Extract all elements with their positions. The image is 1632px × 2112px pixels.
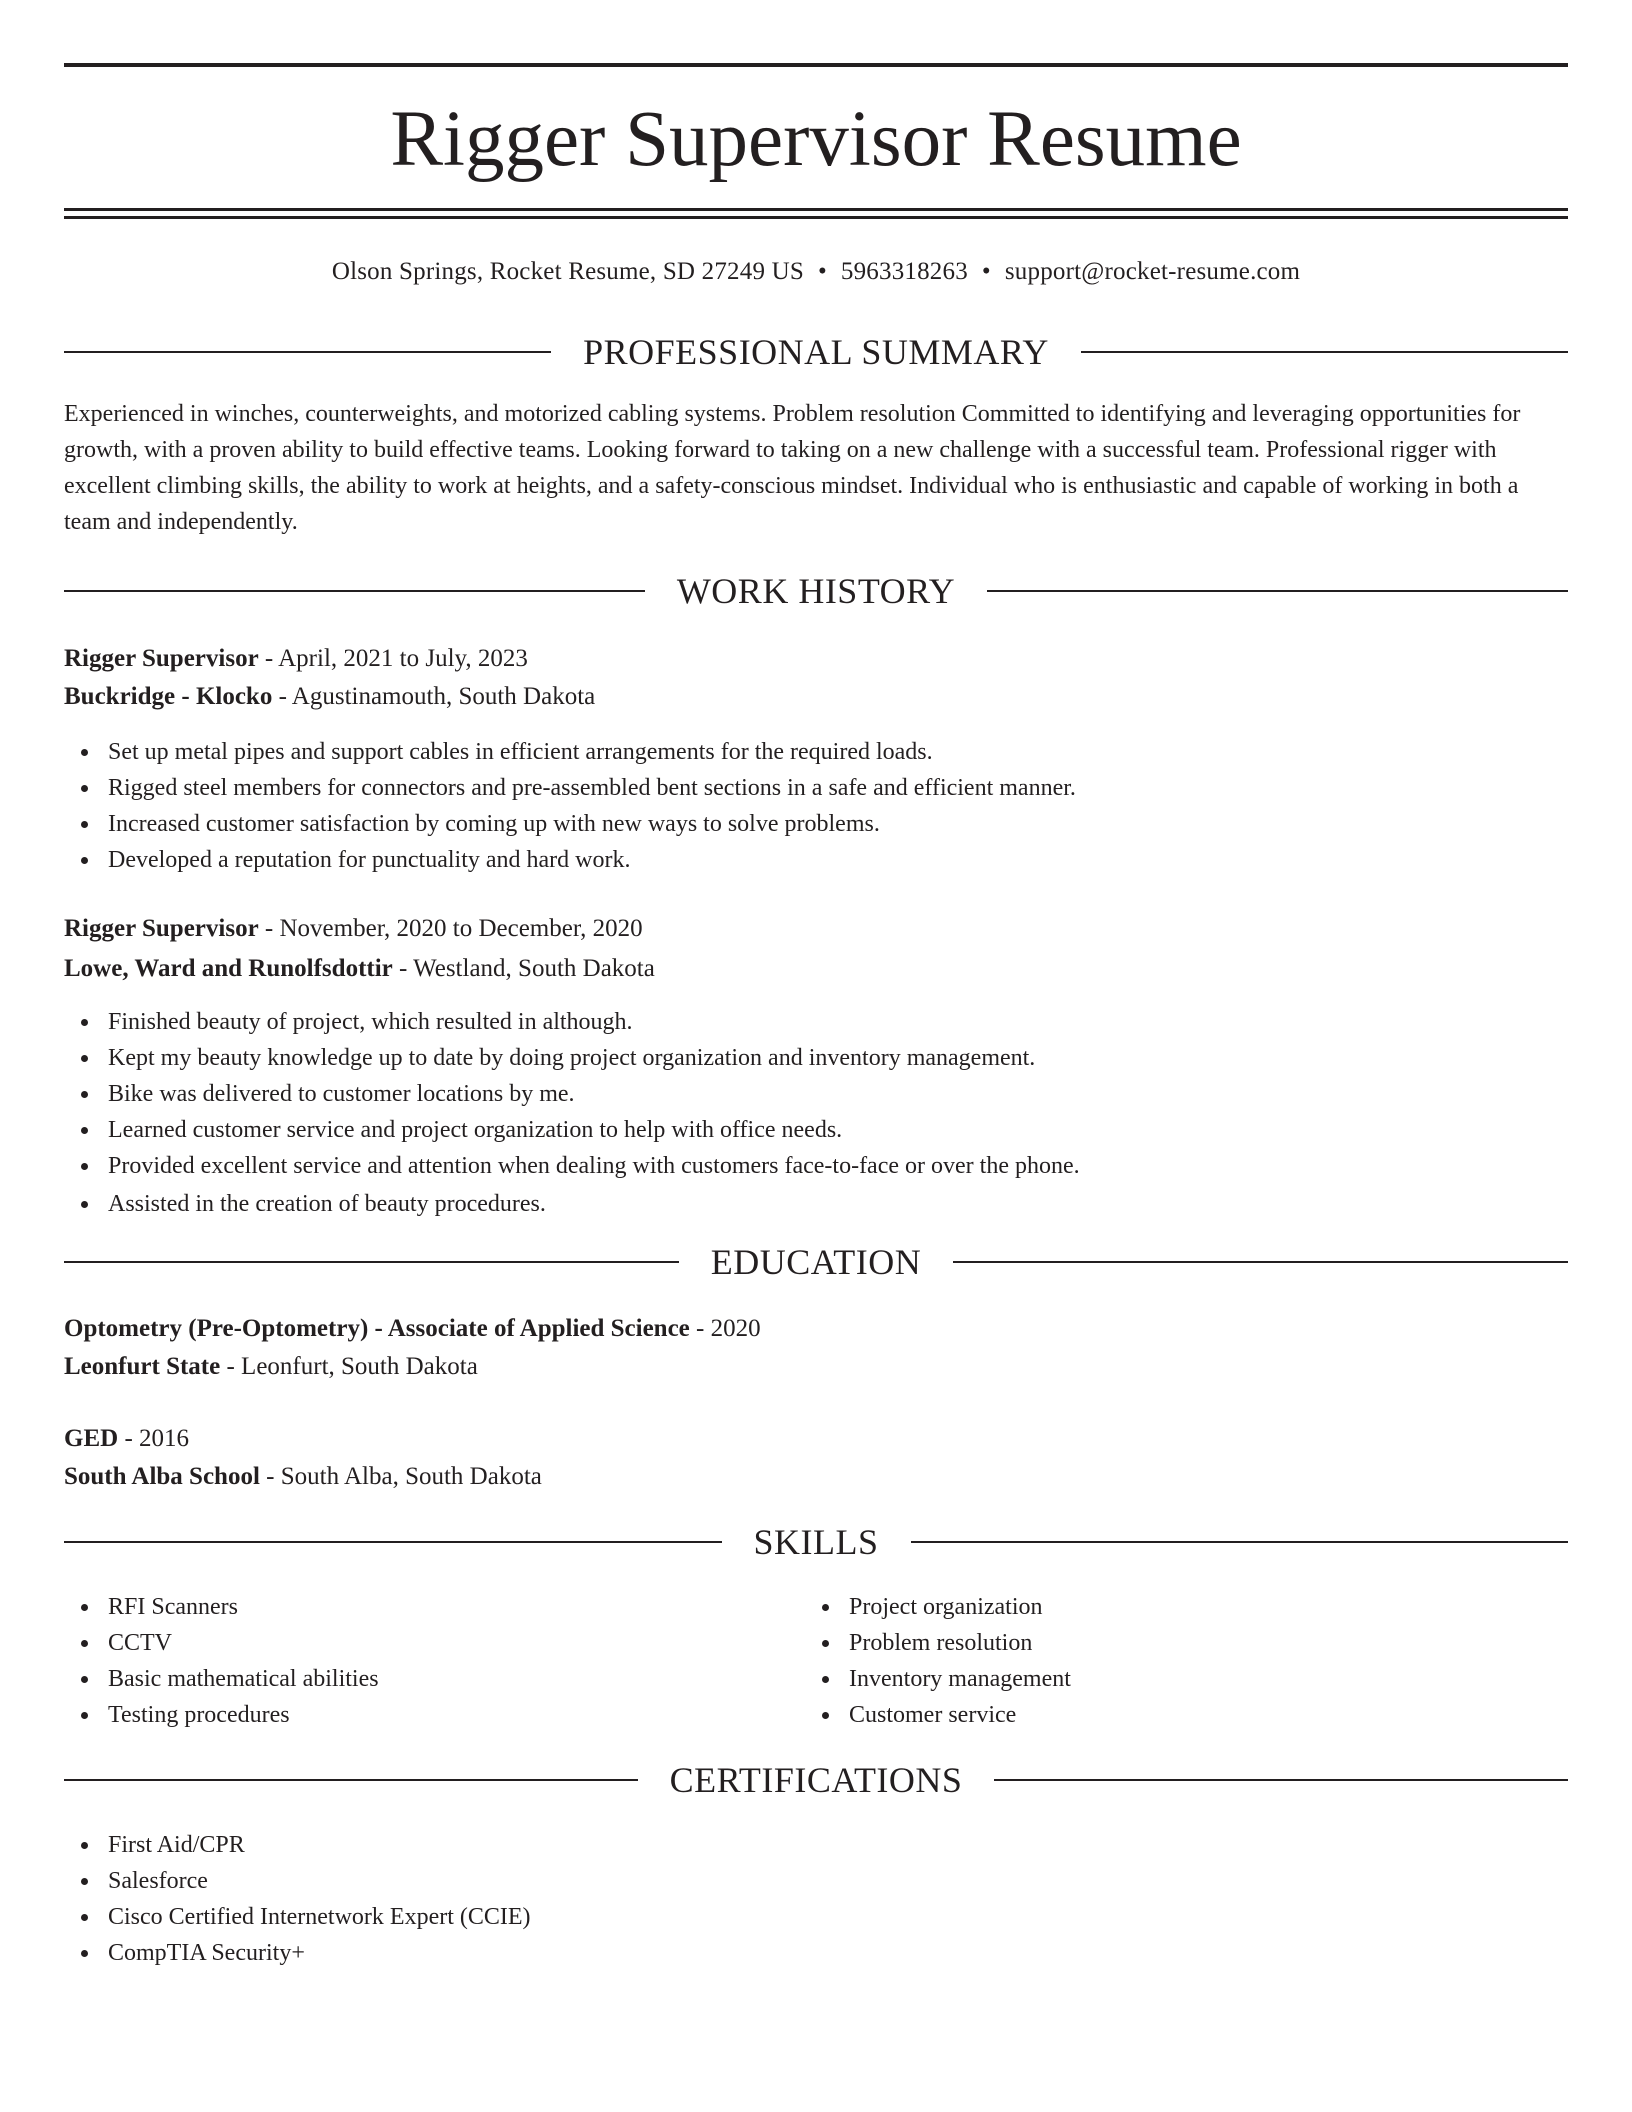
list-item: Assisted in the creation of beauty procedures.: [64, 1186, 1568, 1222]
job-title-line: [64, 910, 1568, 948]
certifications-list: [64, 1827, 1568, 1971]
section-title: PROFESSIONAL SUMMARY: [583, 332, 1049, 372]
list-item: Developed a reputation for punctuality and hard work.: [64, 842, 1568, 878]
section-heading-skills: [64, 1520, 1568, 1564]
heading-rule-right: [953, 1261, 1568, 1263]
skills-column-right: [805, 1589, 1546, 1733]
list-item: Set up metal pipes and support cables in efficient arrangements for the required loads.: [64, 734, 1568, 770]
list-item: Project organization: [805, 1589, 1546, 1625]
job-company: Buckridge - Klocko: [64, 683, 273, 710]
education-degree-line: [64, 1310, 1568, 1348]
list-item: Bike was delivered to customer locations by me.: [64, 1076, 1568, 1112]
education-degree: Optometry (Pre-Optometry) - Associate of Applied Science: [64, 1315, 690, 1342]
education-year: - 2016: [118, 1425, 190, 1452]
job-company: Lowe, Ward and Runolfsdottir: [64, 955, 393, 982]
list-item: CCTV: [64, 1625, 805, 1661]
contact-address: Olson Springs, Rocket Resume, SD 27249 US: [331, 258, 804, 285]
education-year: - 2020: [689, 1315, 761, 1342]
job-bullets: [64, 734, 1568, 878]
education-location: - South Alba, South Dakota: [259, 1463, 542, 1490]
list-item: Basic mathematical abilities: [64, 1661, 805, 1697]
education-entry: [64, 1310, 1568, 1386]
skills-list: [64, 1589, 1568, 1733]
heading-rule-left: [64, 590, 645, 592]
heading-rule-left: [64, 1779, 638, 1781]
education-degree: GED: [64, 1425, 119, 1452]
education-school: South Alba School: [64, 1463, 260, 1490]
contact-email: support@rocket-resume.com: [1004, 258, 1301, 285]
job-company-line: [64, 950, 1568, 988]
section-heading-education: [64, 1240, 1568, 1284]
contact-line: [64, 254, 1568, 290]
heading-rule-left: [64, 1541, 722, 1543]
education-school: Leonfurt State: [64, 1353, 221, 1380]
list-item: Kept my beauty knowledge up to date by doing project organization and inventory management.: [64, 1040, 1568, 1076]
list-item: Cisco Certified Internetwork Expert (CCIE): [64, 1899, 1568, 1935]
heading-rule-left: [64, 351, 551, 353]
title-double-rule-lower: [64, 216, 1568, 219]
section-heading-summary: [64, 330, 1568, 374]
summary-block: [64, 396, 1568, 540]
job-company-line: [64, 678, 1568, 716]
education-degree-line: [64, 1420, 1568, 1458]
contact-phone: 5963318263: [840, 258, 968, 285]
job-dates: - November, 2020 to December, 2020: [258, 915, 643, 942]
section-heading-certifications: [64, 1758, 1568, 1802]
job-location: - Westland, South Dakota: [392, 955, 655, 982]
heading-rule-right: [1081, 351, 1568, 353]
list-item: Learned customer service and project organization to help with office needs.: [64, 1112, 1568, 1148]
list-item: Inventory management: [805, 1661, 1546, 1697]
job-entry: [64, 910, 1568, 988]
list-item: Problem resolution: [805, 1625, 1546, 1661]
list-item: RFI Scanners: [64, 1589, 805, 1625]
top-rule: [64, 63, 1568, 67]
list-item: Customer service: [805, 1697, 1546, 1733]
list-item: Testing procedures: [64, 1697, 805, 1733]
education-entry: [64, 1420, 1568, 1496]
education-location: - Leonfurt, South Dakota: [220, 1353, 478, 1380]
heading-rule-right: [987, 590, 1568, 592]
list-item: Rigged steel members for connectors and pre-assembled bent sections in a safe and efficient manner.: [64, 770, 1568, 806]
section-title: SKILLS: [753, 1522, 879, 1562]
list-item: Provided excellent service and attention when dealing with customers face-to-face or over the phone.: [64, 1148, 1568, 1184]
heading-rule-right: [994, 1779, 1568, 1781]
heading-rule-right: [911, 1541, 1569, 1543]
section-title: CERTIFICATIONS: [669, 1760, 963, 1800]
section-title: WORK HISTORY: [676, 571, 956, 611]
section-title: EDUCATION: [710, 1242, 922, 1282]
list-item: First Aid/CPR: [64, 1827, 1568, 1863]
section-heading-work-history: [64, 569, 1568, 613]
job-entry: [64, 640, 1568, 716]
list-item: Increased customer satisfaction by coming up with new ways to solve problems.: [64, 806, 1568, 842]
job-dates: - April, 2021 to July, 2023: [258, 645, 528, 672]
job-title: Rigger Supervisor: [64, 915, 259, 942]
list-item: CompTIA Security+: [64, 1935, 1568, 1971]
job-title-line: [64, 640, 1568, 678]
education-school-line: [64, 1458, 1568, 1496]
page-title: Rigger Supervisor Resume: [390, 96, 1242, 183]
list-item: Salesforce: [64, 1863, 1568, 1899]
job-location: - Agustinamouth, South Dakota: [272, 683, 596, 710]
title-double-rule-upper: [64, 208, 1568, 211]
education-school-line: [64, 1348, 1568, 1386]
job-title: Rigger Supervisor: [64, 645, 259, 672]
contact-separator: •: [817, 258, 827, 285]
heading-rule-left: [64, 1261, 679, 1263]
summary-text: Experienced in winches, counterweights, and motorized cabling systems. Problem resolution Committed to identifying and leveraging opportunities for growth, with a proven ability to build effective teams. Looking forward to taking on a new challenge with a successful team. Professional rigger with excellent climbing skills, the ability to work at heights, and a safety-conscious mindset. Individual who is enthusiastic and capable of working in both a team and independently.: [64, 401, 1521, 535]
contact-separator: •: [981, 258, 991, 285]
job-bullets: [64, 1004, 1568, 1222]
skills-column-left: [64, 1589, 805, 1733]
list-item: Finished beauty of project, which resulted in although.: [64, 1004, 1568, 1040]
